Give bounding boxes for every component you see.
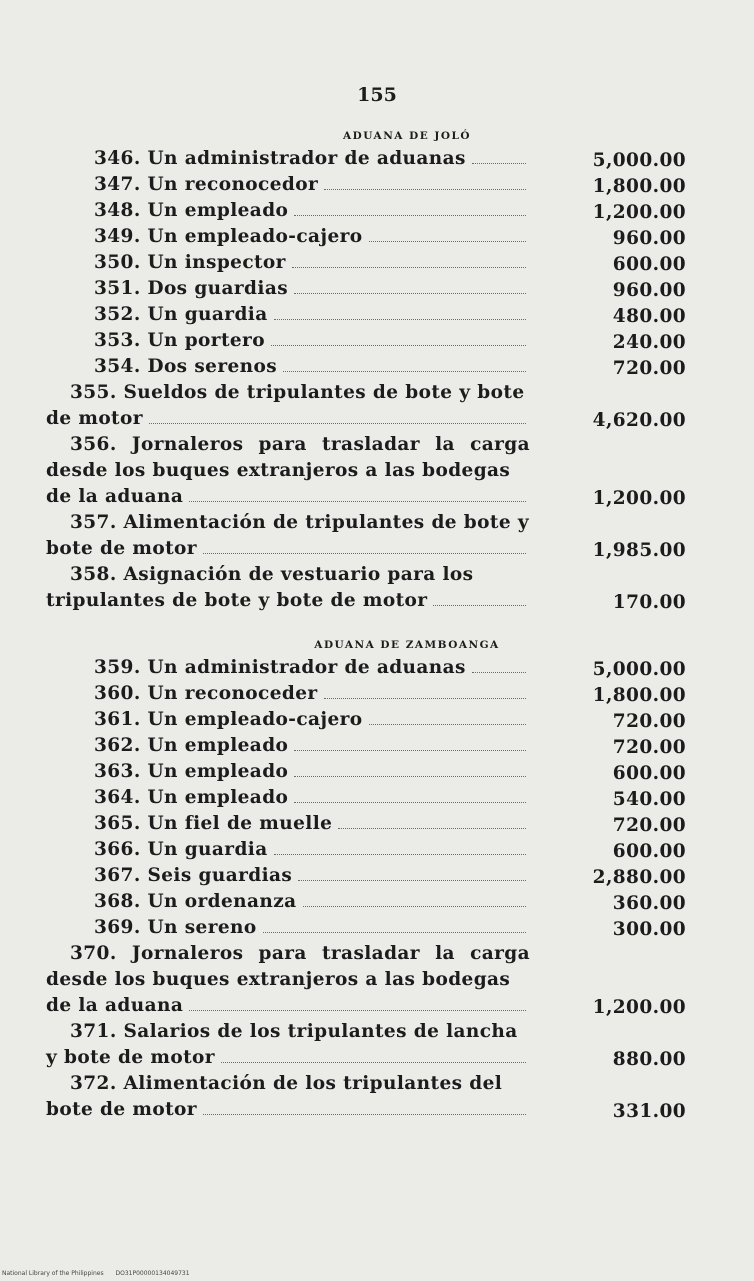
entry-description: 356. Jornaleros para trasladar la carga desde los buques extranjeros a las bodegas (46, 434, 530, 481)
dot-leader (324, 697, 526, 699)
entry-text (46, 562, 530, 614)
entry-label: 363. Un empleado (94, 761, 289, 782)
entry-text (46, 432, 530, 510)
entry-label: 351. Dos guardias (94, 278, 289, 299)
entry-amount: 170.00 (612, 592, 686, 613)
entry-label: 352. Un guardia (94, 304, 268, 325)
dot-leader (263, 931, 526, 933)
entry-amount: 540.00 (612, 789, 686, 810)
entry-list (0, 146, 754, 614)
entry-text (46, 655, 530, 681)
entry-text (46, 811, 530, 837)
entry-label: 365. Un fiel de muelle (94, 813, 333, 834)
entry-amount: 1,200.00 (592, 202, 686, 223)
entry-label: bote de motor (46, 538, 197, 559)
entry-amount: 1,200.00 (592, 488, 686, 509)
entry-amount: 1,800.00 (592, 176, 686, 197)
entry-amount: 5,000.00 (592, 659, 686, 680)
entry-text (46, 915, 530, 941)
entry-description: 371. Salarios de los tripulantes de lancha (70, 1021, 518, 1042)
entry-text (46, 837, 530, 863)
budget-entry (0, 224, 686, 250)
entry-list (0, 655, 754, 1123)
dot-leader (369, 723, 526, 725)
entry-amount: 720.00 (612, 711, 686, 732)
entry-text (46, 146, 530, 172)
budget-entry (0, 759, 686, 785)
entry-text (46, 510, 530, 562)
entry-text (46, 1071, 530, 1123)
dot-leader (294, 214, 526, 216)
dot-leader (203, 552, 526, 554)
footer-code: DO31P00000134049731 (115, 1270, 190, 1277)
budget-entry (0, 380, 686, 432)
entry-text (46, 250, 530, 276)
entry-text (46, 172, 530, 198)
budget-entry (0, 198, 686, 224)
budget-entry (0, 863, 686, 889)
budget-entry (0, 707, 686, 733)
entry-amount: 600.00 (612, 254, 686, 275)
dot-leader (433, 604, 526, 606)
dot-leader (189, 1009, 526, 1011)
dot-leader (369, 240, 526, 242)
entry-text (46, 354, 530, 380)
entry-amount: 720.00 (612, 358, 686, 379)
entry-amount: 600.00 (612, 841, 686, 862)
entry-label: 364. Un empleado (94, 787, 289, 808)
entry-label: 353. Un portero (94, 330, 265, 351)
entry-label: de la aduana (46, 995, 184, 1016)
budget-entry (0, 250, 686, 276)
entry-amount: 600.00 (612, 763, 686, 784)
dot-leader (271, 344, 526, 346)
entry-text (46, 224, 530, 250)
entry-label: 367. Seis guardias (94, 865, 293, 886)
entry-label: bote de motor (46, 1099, 197, 1120)
section-aduana-jolo (0, 126, 754, 614)
dot-leader (294, 292, 526, 294)
entry-label: 366. Un guardia (94, 839, 268, 860)
entry-description: 370. Jornaleros para trasladar la carga desde los buques extranjeros a las bodegas (46, 943, 530, 990)
entry-label: 347. Un reconocedor (94, 174, 319, 195)
entry-amount: 960.00 (612, 280, 686, 301)
budget-entry (0, 941, 686, 1019)
entry-text (46, 302, 530, 328)
entry-amount: 1,200.00 (592, 997, 686, 1018)
entry-amount: 240.00 (612, 332, 686, 353)
budget-entry (0, 328, 686, 354)
dot-leader (294, 775, 526, 777)
budget-entry (0, 146, 686, 172)
entry-amount: 360.00 (612, 893, 686, 914)
entry-text (46, 733, 530, 759)
entry-description: 358. Asignación de vestuario para los (70, 564, 474, 585)
budget-entry (0, 302, 686, 328)
entry-amount: 300.00 (612, 919, 686, 940)
section-heading: ADUANA DE JOLÓ (342, 130, 472, 142)
budget-entry (0, 889, 686, 915)
entry-label: 349. Un empleado-cajero (94, 226, 363, 247)
entry-text (46, 380, 530, 432)
entry-amount: 720.00 (612, 737, 686, 758)
entry-label: 350. Un inspector (94, 252, 286, 273)
budget-entry (0, 172, 686, 198)
entry-label: y bote de motor (46, 1047, 215, 1068)
entry-text (46, 785, 530, 811)
entry-label: 362. Un empleado (94, 735, 289, 756)
entry-text (46, 759, 530, 785)
dot-leader (298, 879, 526, 881)
dot-leader (274, 853, 526, 855)
section-heading: ADUANA DE ZAMBOANGA (314, 639, 500, 651)
budget-entry (0, 785, 686, 811)
dot-leader (189, 500, 526, 502)
dot-leader (294, 749, 526, 751)
dot-leader (283, 370, 526, 372)
entry-amount: 1,985.00 (592, 540, 686, 561)
budget-entry (0, 733, 686, 759)
footer (2, 1270, 200, 1277)
entry-label: tripulantes de bote y bote de motor (46, 590, 428, 611)
budget-entry (0, 1019, 686, 1071)
dot-leader (221, 1061, 526, 1063)
entry-amount: 1,800.00 (592, 685, 686, 706)
entry-amount: 480.00 (612, 306, 686, 327)
entry-label: 360. Un reconoceder (94, 683, 318, 704)
budget-entry (0, 354, 686, 380)
entry-text (46, 328, 530, 354)
entry-amount: 720.00 (612, 815, 686, 836)
budget-entry (0, 655, 686, 681)
entry-text (46, 863, 530, 889)
entry-text (46, 198, 530, 224)
entry-description: 357. Alimentación de tripulantes de bote y (70, 512, 529, 533)
entry-text (46, 276, 530, 302)
budget-entry (0, 681, 686, 707)
dot-leader (472, 162, 526, 164)
entry-text (46, 681, 530, 707)
budget-entry (0, 837, 686, 863)
entry-amount: 331.00 (612, 1101, 686, 1122)
entry-label: 369. Un sereno (94, 917, 257, 938)
dot-leader (292, 266, 526, 268)
budget-entry (0, 276, 686, 302)
entry-description: 372. Alimentación de los tripulantes del (70, 1073, 503, 1094)
entry-amount: 5,000.00 (592, 150, 686, 171)
budget-entry (0, 510, 686, 562)
entry-amount: 4,620.00 (592, 410, 686, 431)
dot-leader (303, 905, 527, 907)
budget-entry (0, 811, 686, 837)
dot-leader (324, 188, 526, 190)
entry-amount: 960.00 (612, 228, 686, 249)
section-aduana-zamboanga (0, 635, 754, 1123)
entry-text (46, 1019, 530, 1071)
dot-leader (294, 801, 526, 803)
footer-library: National Library of the Philippines (2, 1270, 104, 1277)
entry-label: 346. Un administrador de aduanas (94, 148, 466, 169)
page-number: 155 (357, 84, 397, 106)
entry-label: de motor (46, 408, 143, 429)
entry-amount: 2,880.00 (592, 867, 686, 888)
dot-leader (274, 318, 526, 320)
budget-entry (0, 915, 686, 941)
dot-leader (149, 422, 526, 424)
entry-text (46, 707, 530, 733)
entry-text (46, 889, 530, 915)
entry-label: 359. Un administrador de aduanas (94, 657, 466, 678)
dot-leader (338, 827, 526, 829)
entry-label: 354. Dos serenos (94, 356, 278, 377)
entry-text (46, 941, 530, 1019)
entry-description: 355. Sueldos de tripulantes de bote y bote (70, 382, 525, 403)
dot-leader (203, 1113, 526, 1115)
entry-amount: 880.00 (612, 1049, 686, 1070)
dot-leader (472, 671, 526, 673)
budget-entry (0, 1071, 686, 1123)
entry-label: 361. Un empleado-cajero (94, 709, 363, 730)
budget-entry (0, 432, 686, 510)
budget-entry (0, 562, 686, 614)
entry-label: 348. Un empleado (94, 200, 289, 221)
entry-label: 368. Un ordenanza (94, 891, 297, 912)
entry-label: de la aduana (46, 486, 184, 507)
